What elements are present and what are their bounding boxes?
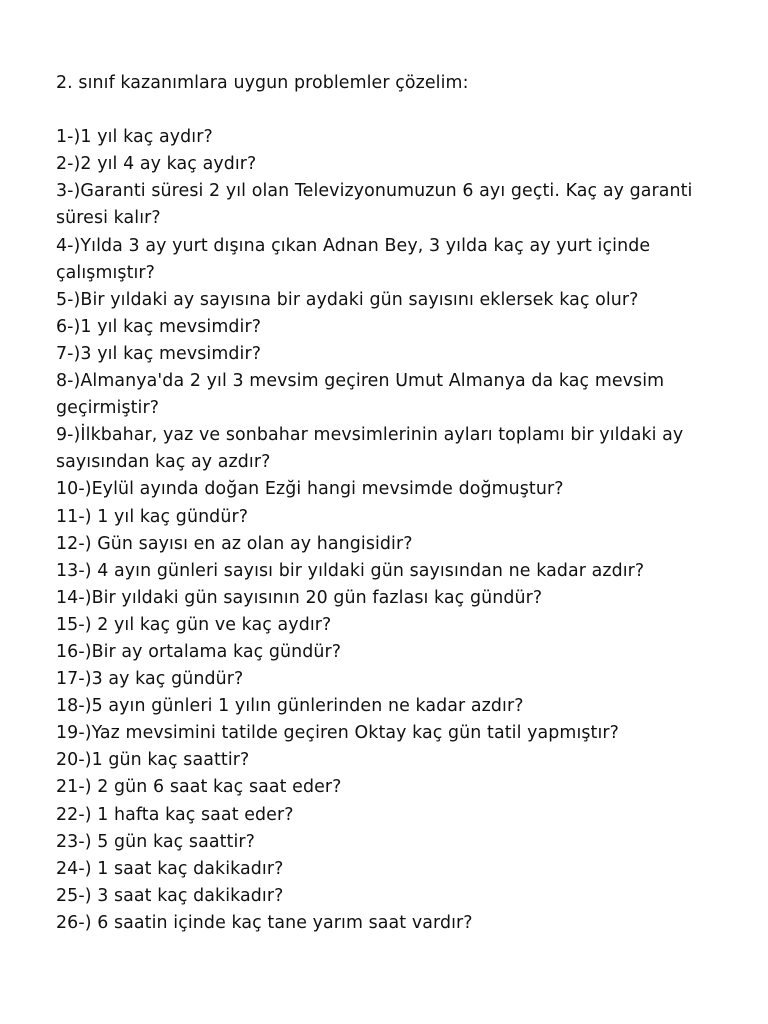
- question-1: 1-)1 yıl kaç aydır?: [56, 127, 213, 148]
- question-12: 12-) Gün sayısı en az olan ay hangisidir?: [56, 533, 413, 554]
- question-4: 4-)Yılda 3 ay yurt dışına çıkan Adnan Bey, 3 yılda kaç ay yurt içinde çalışmıştır?: [56, 235, 651, 283]
- question-5: 5-)Bir yıldaki ay sayısına bir aydaki gün sayısını eklersek kaç olur?: [56, 289, 639, 310]
- question-24: 24-) 1 saat kaç dakikadır?: [56, 858, 284, 879]
- question-21: 21-) 2 gün 6 saat kaç saat eder?: [56, 777, 342, 798]
- question-15: 15-) 2 yıl kaç gün ve kaç aydır?: [56, 614, 332, 635]
- question-8: 8-)Almanya'da 2 yıl 3 mevsim geçiren Umut Almanya da kaç mevsim geçirmiştir?: [56, 371, 665, 419]
- question-13: 13-) 4 ayın günleri sayısı bir yıldaki gün sayısından ne kadar azdır?: [56, 560, 645, 581]
- question-22: 22-) 1 hafta kaç saat eder?: [56, 804, 294, 825]
- question-10: 10-)Eylül ayında doğan Ezği hangi mevsimde doğmuştur?: [56, 479, 564, 500]
- question-25: 25-) 3 saat kaç dakikadır?: [56, 885, 284, 906]
- question-23: 23-) 5 gün kaç saattir?: [56, 831, 255, 852]
- question-18: 18-)5 ayın günleri 1 yılın günlerinden ne kadar azdır?: [56, 696, 524, 717]
- question-14: 14-)Bir yıldaki gün sayısının 20 gün fazlası kaç gündür?: [56, 587, 543, 608]
- question-17: 17-)3 ay kaç gündür?: [56, 669, 244, 690]
- worksheet-title: 2. sınıf kazanımlara uygun problemler çözelim:: [56, 73, 469, 93]
- question-20: 20-)1 gün kaç saattir?: [56, 750, 250, 771]
- question-3: 3-)Garanti süresi 2 yıl olan Televizyonumuzun 6 ayı geçti. Kaç ay garanti süresi kalır?: [56, 181, 693, 229]
- worksheet-page: [56, 70, 746, 937]
- question-9: 9-)İlkbahar, yaz ve sonbahar mevsimlerinin ayları toplamı bir yıldaki ay sayısından kaç ay azdır?: [56, 425, 684, 473]
- question-26: 26-) 6 saatin içinde kaç tane yarım saat vardır?: [56, 912, 473, 933]
- question-2: 2-)2 yıl 4 ay kaç aydır?: [56, 154, 257, 175]
- question-11: 11-) 1 yıl kaç gündür?: [56, 506, 249, 527]
- question-19: 19-)Yaz mevsimini tatilde geçiren Oktay kaç gün tatil yapmıştır?: [56, 723, 619, 744]
- question-list: [56, 124, 746, 937]
- question-7: 7-)3 yıl kaç mevsimdir?: [56, 343, 262, 364]
- question-16: 16-)Bir ay ortalama kaç gündür?: [56, 641, 342, 662]
- question-6: 6-)1 yıl kaç mevsimdir?: [56, 316, 262, 337]
